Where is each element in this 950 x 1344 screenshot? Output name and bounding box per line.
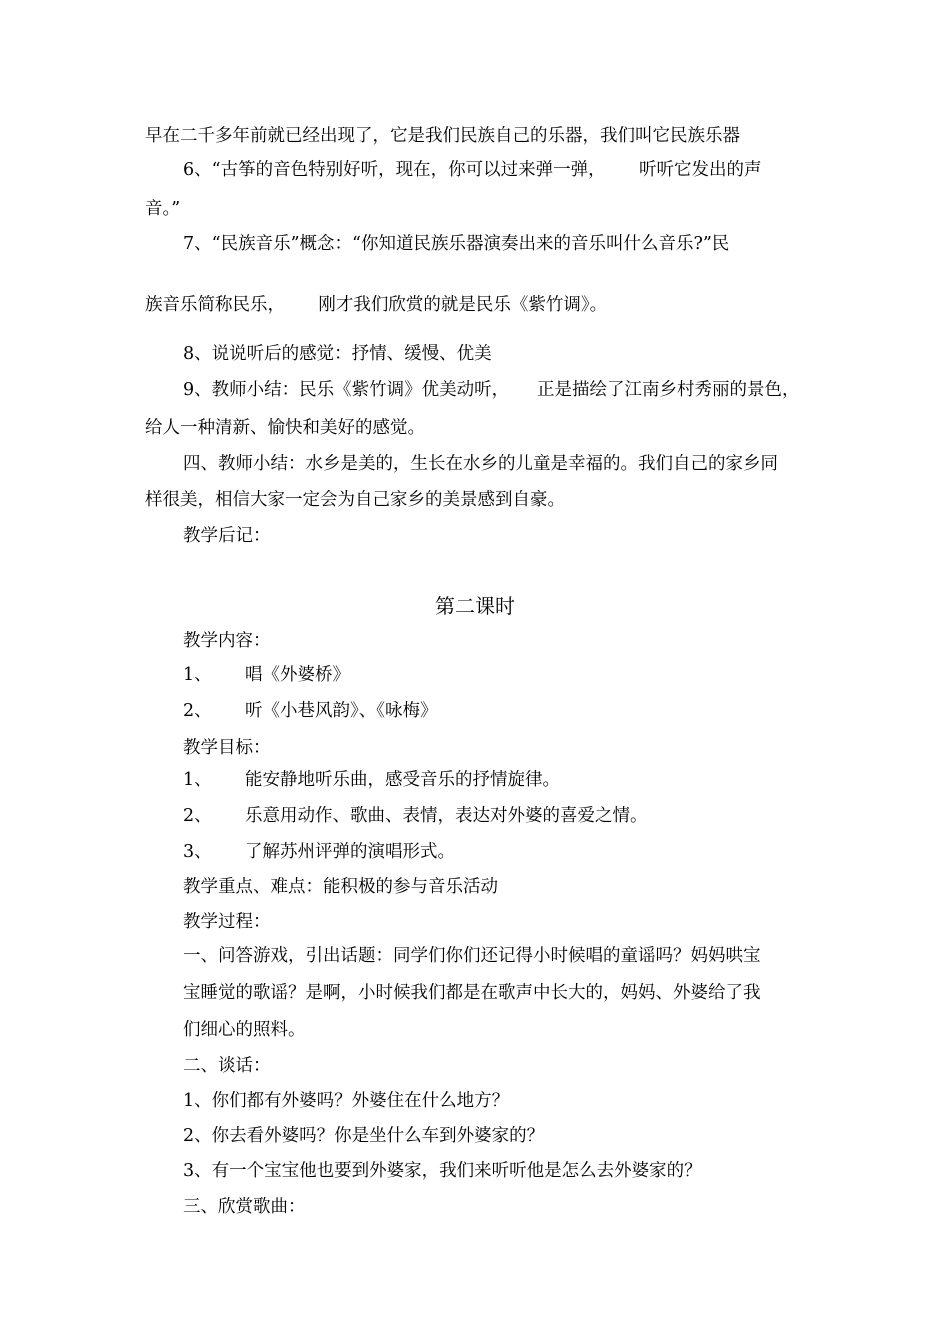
- goal-heading: 教学目标：: [183, 738, 271, 758]
- song-heading: 三、欣赏歌曲：: [183, 1197, 306, 1217]
- list-item: 1、 唱《外婆桥》: [183, 665, 351, 685]
- list-item: 3、 了解苏州评弹的演唱形式。: [183, 842, 456, 862]
- text-line: 音。”: [145, 199, 181, 219]
- key-points: 教学重点、难点：能积极的参与音乐活动: [183, 877, 498, 897]
- list-item: 1、 能安静地听乐曲，感受音乐的抒情旋律。: [183, 770, 561, 790]
- text-line: 一、问答游戏，引出话题：同学们你们还记得小时候唱的童谣吗？妈妈哄宝: [183, 946, 761, 966]
- text-line: 四、教师小结：水乡是美的，生长在水乡的儿童是幸福的。我们自己的家乡同: [183, 454, 778, 474]
- text-line: 8、说说听后的感觉：抒情、缓慢、优美: [183, 344, 492, 364]
- text-line: 7、“民族音乐”概念：“你知道民族乐器演奏出来的音乐叫什么音乐?”民: [183, 234, 730, 254]
- question-line: 3、有一个宝宝他也要到外婆家，我们来听听他是怎么去外婆家的？: [183, 1161, 702, 1181]
- text-line: 们细心的照料。: [183, 1020, 306, 1040]
- content-heading: 教学内容：: [183, 631, 271, 651]
- text-line: 给人一种清新、愉快和美好的感觉。: [145, 418, 425, 438]
- question-line: 1、你们都有外婆吗？外婆住在什么地方？: [183, 1091, 510, 1111]
- text-line: 早在二千多年前就已经出现了，它是我们民族自己的乐器，我们叫它民族乐器: [145, 126, 740, 146]
- question-line: 2、你去看外婆吗？你是坐什么车到外婆家的？: [183, 1126, 545, 1146]
- talk-heading: 二、谈话：: [183, 1056, 271, 1076]
- section-title: 第二课时: [435, 594, 515, 618]
- text-line: 9、教师小结：民乐《紫竹调》优美动听， 正是描绘了江南乡村秀丽的景色，: [183, 380, 800, 400]
- text-line: 宝睡觉的歌谣？是啊，小时候我们都是在歌声中长大的，妈妈、外婆给了我: [183, 983, 761, 1003]
- list-item: 2、 听《小巷风韵》、《咏梅》: [183, 701, 438, 721]
- text-line: 族音乐简称民乐， 刚才我们欣赏的就是民乐《紫竹调》。: [145, 295, 608, 315]
- list-item: 2、 乐意用动作、歌曲、表情，表达对外婆的喜爱之情。: [183, 806, 648, 826]
- text-line: 教学后记：: [183, 526, 271, 546]
- process-heading: 教学过程：: [183, 912, 271, 932]
- text-line: 样很美，相信大家一定会为自己家乡的美景感到自豪。: [145, 490, 565, 510]
- text-line: 6、“古筝的音色特别好听，现在，你可以过来弹一弹， 听听它发出的声: [183, 160, 762, 180]
